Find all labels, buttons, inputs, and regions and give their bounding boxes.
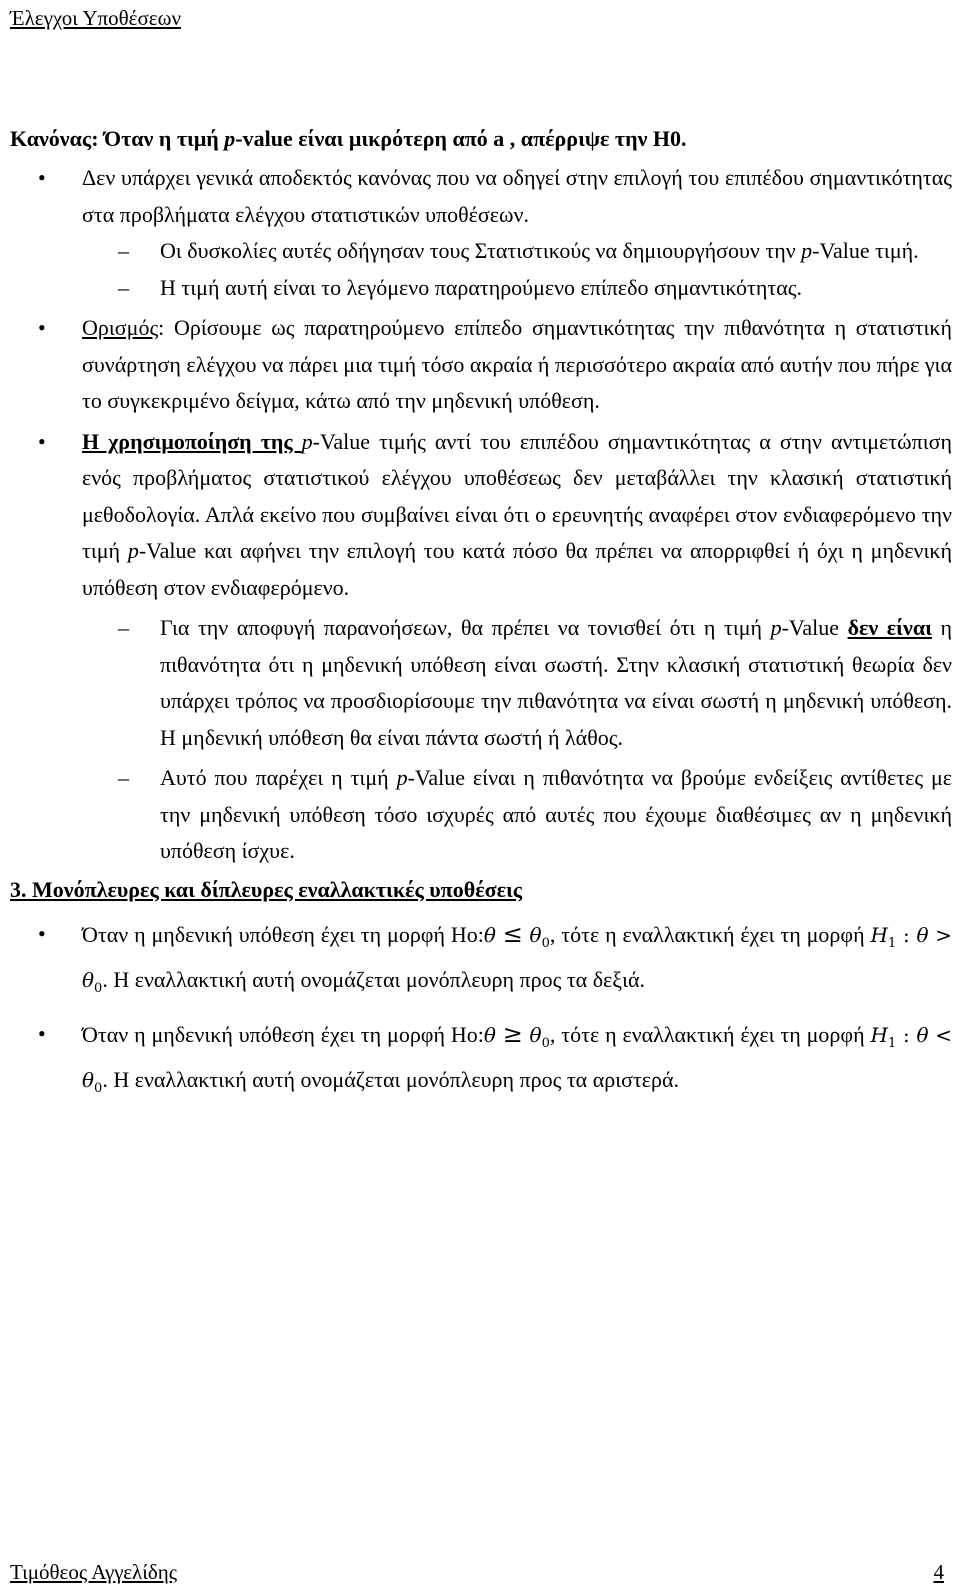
b4-gt: θ > θ bbox=[82, 922, 953, 992]
dash-icon: – bbox=[118, 765, 129, 790]
usage-p2: p bbox=[127, 538, 139, 563]
b5-op: ≥ bbox=[502, 1019, 523, 1048]
dash1-prefix: Οι δυσκολίες αυτές οδήγησαν τους Στατιστικούς να δημιουργήσουν την bbox=[160, 238, 802, 263]
rule-suffix: -value είναι μικρότερη από a , απέρριψε την H0. bbox=[235, 126, 687, 151]
bullet-item bbox=[10, 424, 952, 607]
b4-colon: : bbox=[896, 922, 917, 947]
b4-sub0: 0 bbox=[541, 935, 550, 951]
b4-a: Όταν η μηδενική υπόθεση έχει τη μορφή Ho: bbox=[82, 921, 484, 947]
bullet-icon: • bbox=[38, 165, 46, 190]
usage-text1: -Value τιμής αντί του επιπέδου σημαντικότητας α στην αντιμετώπιση ενός προβλήματος στατιστικού ελέγχου υποθέσεως δεν μεταβάλλει την κλασική στατιστική μεθοδολογία. Απλά εκείνο που συμβαίνει είναι ότι ο ερευνητής αναφέρει στον ενδιαφερόμενο την τιμή bbox=[82, 428, 952, 563]
bullet-item bbox=[10, 1016, 952, 1108]
b5-sub1: 1 bbox=[887, 1035, 897, 1051]
dash-icon: – bbox=[118, 615, 129, 640]
definition-label: Ορισμός bbox=[82, 315, 159, 340]
rule-prefix: Κανόνας: Όταν η τιμή bbox=[10, 126, 225, 151]
document-body bbox=[10, 122, 952, 1108]
dash1-suffix: -Value τιμή. bbox=[812, 238, 919, 263]
bullet-icon: • bbox=[38, 428, 46, 454]
b5-a: Όταν η μηδενική υπόθεση έχει τη μορφή Ho: bbox=[82, 1021, 484, 1047]
dash3-p: p bbox=[770, 615, 782, 640]
definition-text: Ορίσουμε ως παρατηρούμενο επίπεδο σημαντικότητας την πιθανότητα η στατιστική συνάρτηση ελέγχου να πάρει μια τιμή τόσο ακραία ή περισσότερο ακραία από αυτήν που πήρε για το συγκεκριμένο δείγμα, κάτω από την μηδενική υπόθεση. bbox=[82, 315, 952, 413]
b5-sub0-2: 0 bbox=[94, 1081, 103, 1096]
dash3-a: Για την αποφυγή παρανοήσεων, θα πρέπει να τονισθεί ότι η τιμή bbox=[160, 615, 771, 640]
b5-c: . Η εναλλακτική αυτή ονομάζεται μονόπλευρη προς τα αριστερά. bbox=[102, 1067, 680, 1092]
dash-icon: – bbox=[118, 238, 129, 263]
b4-sub1: 1 bbox=[887, 935, 897, 951]
b5-colon: : bbox=[896, 1022, 917, 1047]
b4-sub0-2: 0 bbox=[94, 981, 103, 996]
dash3-bold: δεν είναι bbox=[847, 615, 932, 640]
definition-colon: : bbox=[158, 315, 174, 340]
usage-label: Η χρησιμοποίηση της bbox=[82, 428, 302, 454]
page-header-title: Έλεγχοι Υποθέσεων bbox=[10, 6, 181, 30]
dash4-a: Αυτό που παρέχει η τιμή bbox=[160, 765, 397, 790]
footer-page-number: 4 bbox=[933, 1560, 944, 1584]
dash-item bbox=[10, 760, 952, 870]
bullet-item bbox=[10, 916, 952, 1008]
b4-b: , τότε η εναλλακτική έχει τη μορφή bbox=[549, 921, 871, 947]
bullet1-text: Δεν υπάρχει γενικά αποδεκτός κανόνας που να οδηγεί στην επιλογή του επιπέδου σημαντικότητας στα προβλήματα ελέγχου στατιστικών υποθέσεων. bbox=[82, 165, 952, 227]
dash4-b: -Value είναι η πιθανότητα να βρούμε ενδείξεις αντίθετες με την μηδενική υπόθεση τόσο ισχυρές από αυτές που έχουμε διαθέσιμες αν η μηδενική υπόθεση ίσχυε. bbox=[160, 765, 953, 863]
b4-c: . Η εναλλακτική αυτή ονομάζεται μονόπλευρη προς τα δεξιά. bbox=[102, 967, 646, 992]
b5-theta0: θ bbox=[529, 1022, 542, 1047]
bullet-icon: • bbox=[38, 1020, 46, 1046]
b5-theta: θ bbox=[483, 1022, 496, 1047]
b4-null-formula bbox=[483, 919, 550, 951]
dash-item bbox=[10, 233, 952, 270]
dash3-b: -Value bbox=[781, 615, 848, 640]
rule-statement bbox=[10, 122, 952, 156]
dash4-p: p bbox=[396, 765, 408, 790]
bullet-item bbox=[10, 310, 952, 420]
bullet-icon: • bbox=[38, 920, 46, 946]
dash-item bbox=[10, 610, 952, 756]
section-title: 3. Μονόπλευρες και δίπλευρες εναλλακτικές υποθέσεις bbox=[10, 876, 523, 902]
b4-theta0: θ bbox=[529, 922, 542, 947]
b5-null-formula bbox=[483, 1019, 550, 1051]
dash3-c: η πιθανότητα ότι η μηδενική υπόθεση είναι σωστή. Στην κλασική στατιστική θεωρία δεν υπάρχει τρόπος να προσδιορίσουμε την πιθανότητα να είναι σωστή η μηδενική υπόθεση. Η μηδενική υπόθεση θα είναι πάντα σωστή ή λάθος. bbox=[160, 615, 952, 750]
b5-lt: θ < θ bbox=[82, 1022, 953, 1092]
b4-theta: θ bbox=[483, 922, 496, 947]
dash2-text: Η τιμή αυτή είναι το λεγόμενο παρατηρούμενο επίπεδο σημαντικότητας. bbox=[160, 274, 802, 300]
bullet-item bbox=[10, 160, 952, 233]
usage-text2: -Value και αφήνει την επιλογή του κατά πόσο θα πρέπει να απορριφθεί ή όχι η μηδενική υπόθεση στον ενδιαφερόμενο. bbox=[82, 538, 953, 600]
dash-icon: – bbox=[118, 274, 129, 300]
b5-sub0: 0 bbox=[541, 1035, 550, 1051]
b5-H: H bbox=[870, 1022, 888, 1047]
usage-p1: p bbox=[301, 428, 313, 454]
footer-author: Τιμόθεος Αγγελίδης bbox=[10, 1560, 178, 1584]
rule-p: p bbox=[224, 126, 236, 151]
b4-op: ≤ bbox=[502, 919, 523, 948]
b5-b: , τότε η εναλλακτική έχει τη μορφή bbox=[549, 1021, 871, 1047]
dash1-p: p bbox=[801, 238, 813, 263]
b4-H: H bbox=[870, 922, 888, 947]
dash-item bbox=[10, 270, 952, 307]
bullet-icon: • bbox=[38, 315, 46, 340]
